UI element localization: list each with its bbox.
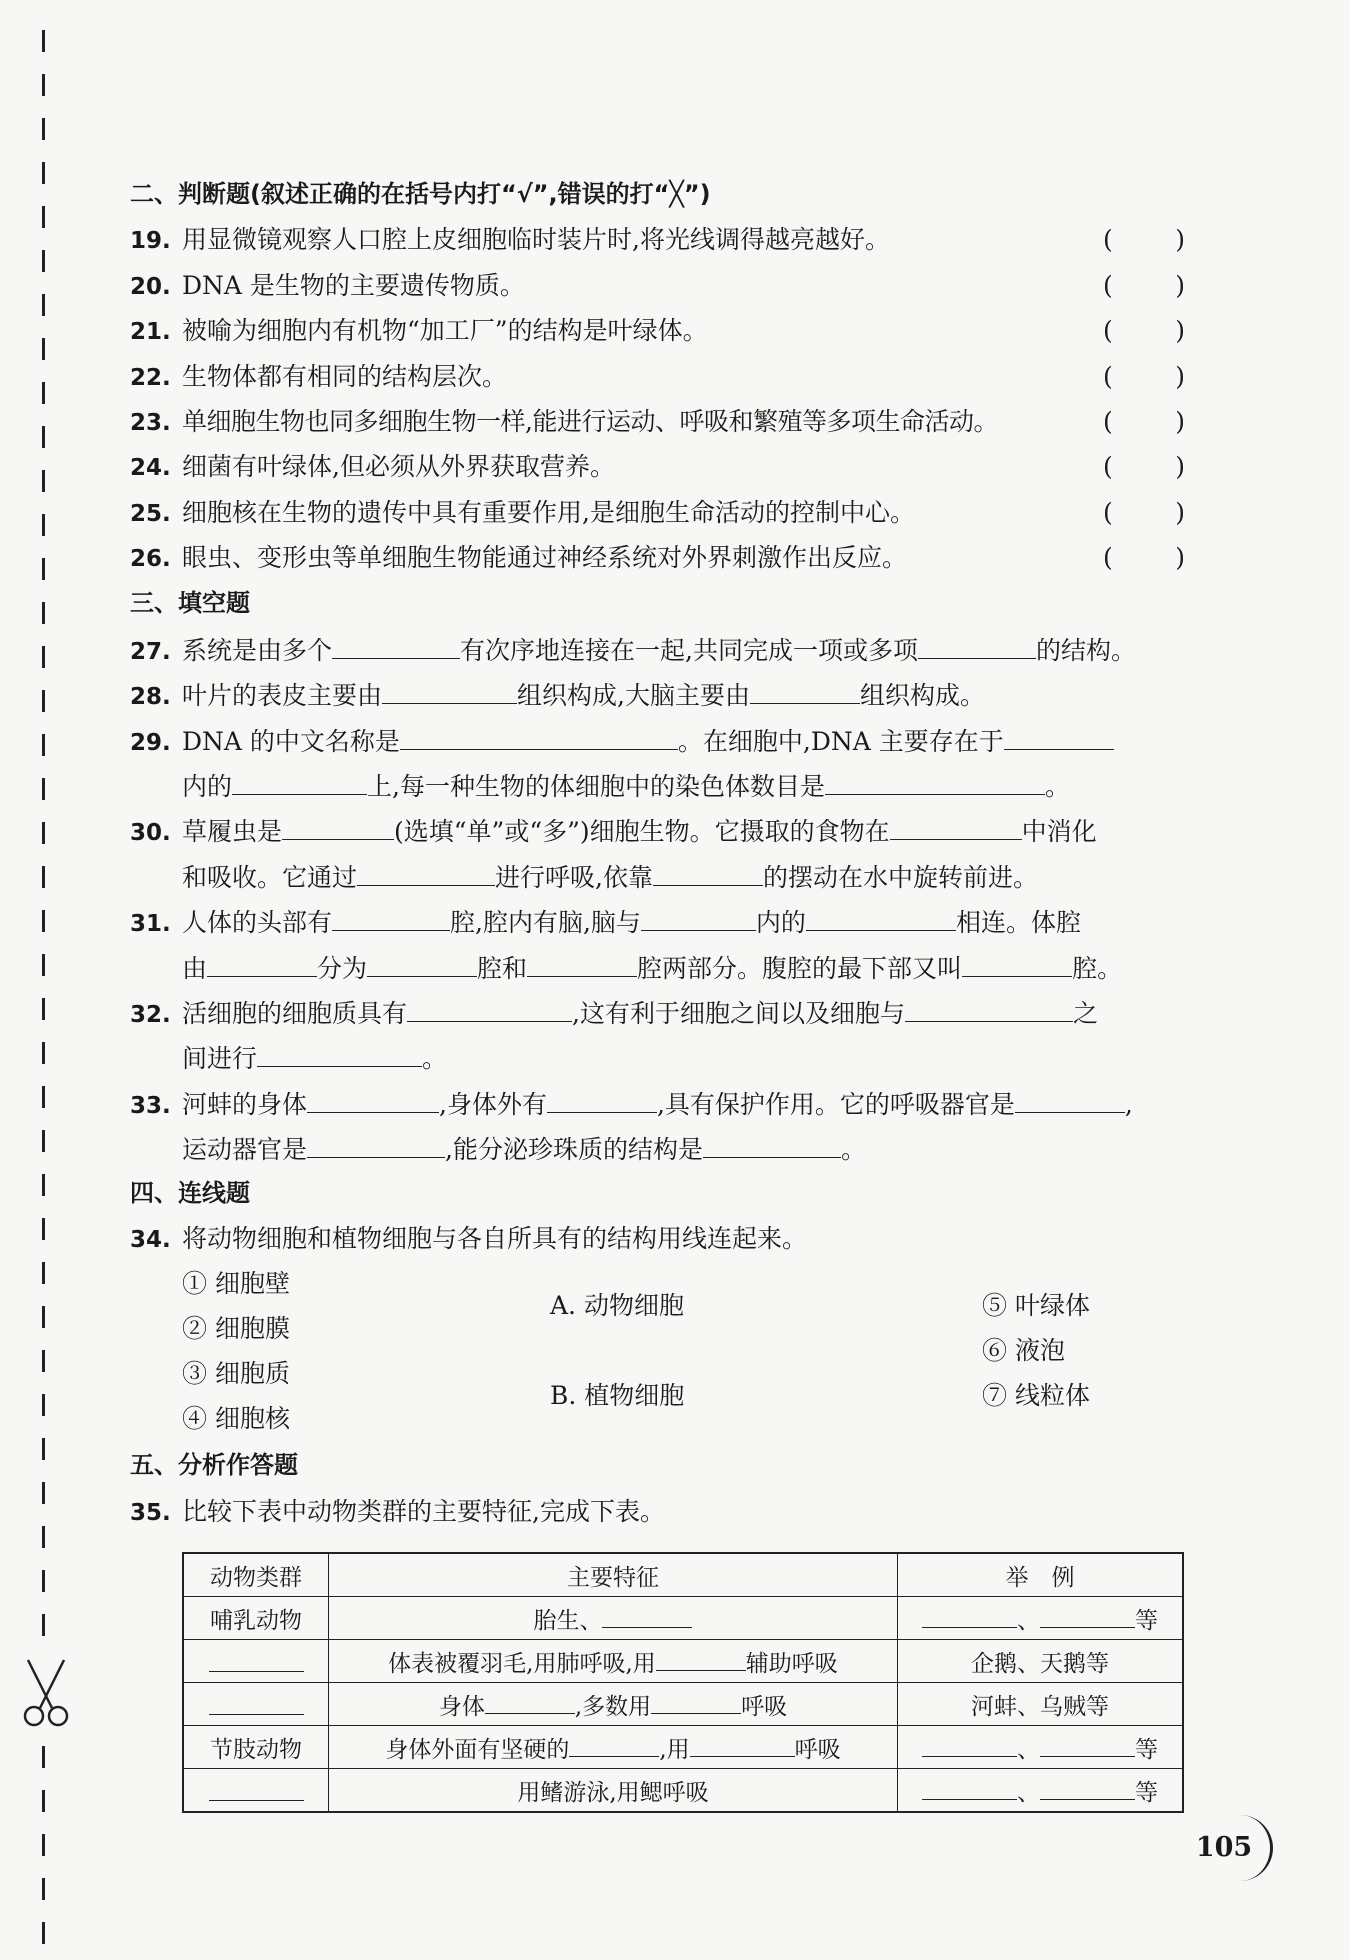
answer-blank[interactable]: [282, 807, 394, 840]
answer-blank[interactable]: [690, 1730, 795, 1757]
question-19: [130, 217, 1185, 262]
section-heading-analysis: 五、分析作答题: [130, 1451, 298, 1480]
table-cell: [183, 1683, 329, 1726]
page-number: 105: [1178, 1815, 1273, 1881]
animal-groups-table: [182, 1552, 1184, 1813]
scissors-icon: [18, 1658, 74, 1730]
answer-blank[interactable]: [307, 1080, 439, 1113]
question-number: 21.: [130, 319, 171, 346]
answer-blank[interactable]: [602, 1601, 692, 1628]
answer-parentheses[interactable]: ( ): [1103, 270, 1185, 300]
answer-blank[interactable]: [207, 944, 317, 977]
question-text: 细菌有叶绿体,但必须从外界获取营养。: [182, 452, 615, 482]
answer-blank[interactable]: [1040, 1773, 1135, 1800]
answer-blank[interactable]: [656, 1644, 746, 1671]
question-28: 28. 叶片的表皮主要由 组织构成,大脑主要由 组织构成。: [130, 671, 1185, 716]
answer-blank[interactable]: [332, 898, 450, 931]
question-29-line2: 内的 上,每一种生物的体细胞中的染色体数目是 。: [130, 762, 1185, 807]
match-item-left[interactable]: ② 细胞膜: [182, 1314, 290, 1344]
answer-blank[interactable]: [750, 671, 860, 704]
answer-blank[interactable]: [307, 1125, 445, 1158]
table-cell: [183, 1769, 329, 1813]
answer-blank[interactable]: [1015, 1080, 1125, 1113]
answer-parentheses[interactable]: ( ): [1103, 225, 1185, 255]
question-21: [130, 308, 1185, 353]
question-25: [130, 490, 1185, 535]
answer-blank[interactable]: [1040, 1730, 1135, 1757]
question-30-line2: 和吸收。它通过 进行呼吸,依靠 的摆动在水中旋转前进。: [130, 853, 1185, 898]
table-cell: 河蚌、乌贼等: [897, 1683, 1183, 1726]
answer-blank[interactable]: [922, 1730, 1017, 1757]
answer-blank[interactable]: [209, 1688, 304, 1715]
answer-blank[interactable]: [367, 944, 477, 977]
table-row: [183, 1640, 1183, 1683]
answer-blank[interactable]: [918, 626, 1036, 659]
section-heading-judgement: 二、判断题(叙述正确的在括号内打“√”,错误的打“╳”): [130, 180, 711, 208]
answer-blank[interactable]: [232, 762, 367, 795]
table-cell: 胎生、: [329, 1597, 898, 1640]
question-text: 细胞核在生物的遗传中具有重要作用,是细胞生命活动的控制中心。: [182, 497, 915, 527]
table-header: 举 例: [897, 1553, 1183, 1597]
answer-parentheses[interactable]: ( ): [1103, 452, 1185, 482]
match-item-right[interactable]: ⑦ 线粒体: [982, 1381, 1090, 1411]
question-29-line1: 29. DNA 的中文名称是 。在细胞中,DNA 主要存在于: [130, 717, 1185, 762]
answer-blank[interactable]: [209, 1774, 304, 1801]
question-text: 生物体都有相同的结构层次。: [182, 361, 508, 391]
answer-blank[interactable]: [209, 1645, 304, 1672]
answer-blank[interactable]: [962, 944, 1072, 977]
question-32-line1: 32. 活细胞的细胞质具有 ,这有利于细胞之间以及细胞与 之: [130, 989, 1185, 1034]
answer-blank[interactable]: [651, 1687, 741, 1714]
question-text: 眼虫、变形虫等单细胞生物能通过神经系统对外界刺激作出反应。: [182, 543, 908, 573]
question-32-line2: 间进行 。: [130, 1034, 1185, 1079]
answer-blank[interactable]: [382, 671, 517, 704]
answer-blank[interactable]: [641, 898, 756, 931]
question-text: 单细胞生物也同多细胞生物一样,能进行运动、呼吸和繁殖等多项生命活动。: [182, 406, 998, 436]
match-item-right[interactable]: ⑤ 叶绿体: [982, 1291, 1090, 1321]
table-row: [183, 1769, 1183, 1813]
answer-blank[interactable]: [825, 762, 1045, 795]
table-row: [183, 1683, 1183, 1726]
table-cell: 、 等: [897, 1597, 1183, 1640]
question-33-line1: 33. 河蚌的身体 ,身体外有 ,具有保护作用。它的呼吸器官是 ,: [130, 1080, 1185, 1125]
question-31-line2: 由 分为 腔和 腔两部分。腹腔的最下部又叫 腔。: [130, 944, 1185, 989]
table-cell: 哺乳动物: [183, 1597, 329, 1640]
answer-blank[interactable]: [485, 1687, 575, 1714]
answer-blank[interactable]: [527, 944, 637, 977]
table-cell: 、 等: [897, 1726, 1183, 1769]
question-text: DNA 是生物的主要遗传物质。: [182, 270, 525, 300]
answer-blank[interactable]: [703, 1125, 841, 1158]
answer-blank[interactable]: [922, 1773, 1017, 1800]
question-number: 24.: [130, 455, 171, 482]
question-number: 26.: [130, 546, 171, 573]
table-cell: 身体 ,多数用 呼吸: [329, 1683, 898, 1726]
question-number: 19.: [130, 228, 171, 255]
table-cell: 企鹅、天鹅等: [897, 1640, 1183, 1683]
table-row: [183, 1597, 1183, 1640]
match-item-middle[interactable]: A. 动物细胞: [550, 1291, 684, 1321]
answer-blank[interactable]: [332, 626, 460, 659]
table-row: [183, 1726, 1183, 1769]
table-cell: [183, 1640, 329, 1683]
answer-parentheses[interactable]: ( ): [1103, 316, 1185, 346]
table-cell: 体表被覆羽毛,用肺呼吸,用 辅助呼吸: [329, 1640, 898, 1683]
answer-blank[interactable]: [1040, 1601, 1135, 1628]
question-number: 23.: [130, 409, 171, 436]
question-27: 27. 系统是由多个 有次序地连接在一起,共同完成一项或多项 的结构。: [130, 626, 1185, 671]
question-24: [130, 444, 1185, 489]
answer-parentheses[interactable]: ( ): [1103, 543, 1185, 573]
table-header-row: [183, 1553, 1183, 1597]
question-35: 35. 比较下表中动物类群的主要特征,完成下表。: [130, 1496, 665, 1526]
page-content: [130, 172, 1185, 1534]
answer-blank[interactable]: [653, 853, 763, 886]
match-item-left[interactable]: ④ 细胞核: [182, 1404, 290, 1434]
answer-blank[interactable]: [257, 1034, 422, 1067]
match-item-middle[interactable]: B. 植物细胞: [550, 1381, 685, 1411]
answer-parentheses[interactable]: ( ): [1103, 497, 1185, 527]
table-cell: 用鳍游泳,用鳃呼吸: [329, 1769, 898, 1813]
table-cell: 节肢动物: [183, 1726, 329, 1769]
question-text: 被喻为细胞内有机物“加工厂”的结构是叶绿体。: [182, 316, 708, 346]
answer-blank[interactable]: [890, 807, 1022, 840]
section-heading-matching: 四、连线题: [130, 1178, 250, 1207]
question-number: 25.: [130, 500, 171, 527]
answer-parentheses[interactable]: ( ): [1103, 361, 1185, 391]
question-23: [130, 399, 1185, 444]
answer-blank[interactable]: [806, 898, 956, 931]
table-header: 主要特征: [329, 1553, 898, 1597]
question-26: [130, 535, 1185, 580]
table-header: 动物类群: [183, 1553, 329, 1597]
question-number: 20.: [130, 273, 171, 300]
question-text: 用显微镜观察人口腔上皮细胞临时装片时,将光线调得越亮越好。: [182, 225, 890, 255]
answer-blank[interactable]: [905, 989, 1073, 1022]
matching-area: [130, 1261, 1185, 1443]
question-34: 34. 将动物细胞和植物细胞与各自所具有的结构用线连起来。: [130, 1223, 808, 1253]
question-number: 22.: [130, 364, 171, 391]
match-item-left[interactable]: ③ 细胞质: [182, 1359, 290, 1389]
answer-blank[interactable]: [407, 989, 572, 1022]
question-22: [130, 354, 1185, 399]
question-30-line1: 30. 草履虫是 (选填“单”或“多”)细胞生物。它摄取的食物在 中消化: [130, 807, 1185, 852]
section-heading-fill-blank: 三、填空题: [130, 588, 250, 617]
question-31-line1: 31. 人体的头部有 腔,腔内有脑,脑与 内的 相连。体腔: [130, 898, 1185, 943]
match-item-left[interactable]: ① 细胞壁: [182, 1269, 290, 1299]
table-cell: 、 等: [897, 1769, 1183, 1813]
table-cell: 身体外面有坚硬的 ,用 呼吸: [329, 1726, 898, 1769]
answer-blank[interactable]: [569, 1730, 659, 1757]
question-20: [130, 263, 1185, 308]
answer-blank[interactable]: [922, 1601, 1017, 1628]
answer-blank[interactable]: [400, 717, 678, 750]
question-33-line2: 运动器官是 ,能分泌珍珠质的结构是 。: [130, 1125, 1185, 1170]
answer-parentheses[interactable]: ( ): [1103, 406, 1185, 436]
answer-blank[interactable]: [357, 853, 495, 886]
answer-blank[interactable]: [1004, 717, 1114, 750]
match-item-right[interactable]: ⑥ 液泡: [982, 1336, 1065, 1366]
answer-blank[interactable]: [547, 1080, 657, 1113]
